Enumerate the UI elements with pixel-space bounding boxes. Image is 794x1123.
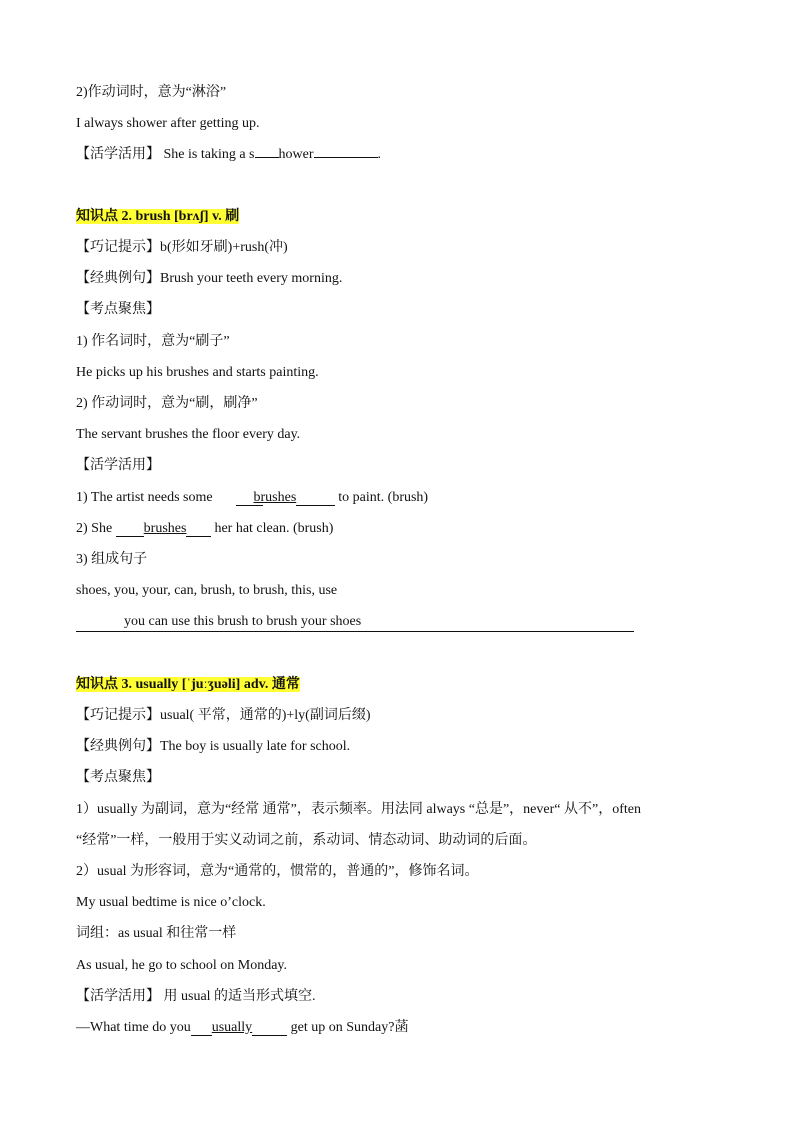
answer: usually <box>211 1020 253 1035</box>
memory-label: 【巧记提示】 <box>76 708 160 723</box>
phrase-example: As usual, he go to school on Monday. <box>76 958 288 973</box>
verb-example: The servant brushes the floor every day. <box>76 427 301 442</box>
verb-meaning: 2) 作动词时，意为“刷，刷净” <box>76 396 258 411</box>
classic-example <box>76 270 342 288</box>
memory-tip <box>76 239 288 257</box>
blank <box>314 157 378 158</box>
adjective-usage: 2）usual 为形容词，意为“通常的，惯常的，普通的”，修饰名词。 <box>76 864 479 879</box>
answer: brushes <box>253 490 297 505</box>
memory-label: 【巧记提示】 <box>76 240 160 255</box>
practice-label: 【活学活用】 <box>76 147 160 162</box>
shower-example: I always shower after getting up. <box>76 116 260 131</box>
adverb-usage-line-2: “经常”一样，一般用于实义动词之前，系动词、情态动词、助动词的后面。 <box>76 833 537 848</box>
example-text: Brush your teeth every morning. <box>160 271 343 286</box>
focus-label: 【考点聚焦】 <box>76 770 160 785</box>
answer: brushes <box>143 521 187 536</box>
example-label: 【经典例句】 <box>76 271 160 286</box>
question-3-answer-line <box>76 613 634 632</box>
memory-text: b(形如牙刷)+rush(冲) <box>160 240 288 255</box>
practice-text: She is taking a s <box>160 147 255 162</box>
memory-tip <box>76 707 371 725</box>
practice <box>76 988 316 1006</box>
example-text: The boy is usually late for school. <box>160 739 351 754</box>
question-text: 1) The artist needs some <box>76 490 217 505</box>
focus-label: 【考点聚焦】 <box>76 302 160 317</box>
example-label: 【经典例句】 <box>76 739 160 754</box>
punct: . <box>377 147 381 162</box>
question-text: 2) She <box>76 521 116 536</box>
question-text: to paint. (brush) <box>334 490 429 505</box>
practice-label: 【活学活用】 <box>76 989 160 1004</box>
classic-example <box>76 738 350 756</box>
shower-practice <box>76 146 381 164</box>
knowledge-point-label: 知识点 <box>76 677 118 692</box>
shower-verb-meaning: 2)作动词时，意为“淋浴” <box>76 85 227 100</box>
practice-question <box>76 1019 408 1037</box>
practice-text: 用 usual 的适当形式填空. <box>160 989 316 1004</box>
noun-meaning: 1) 作名词时，意为“刷子” <box>76 334 230 349</box>
answer: you can use this brush to brush your shoes <box>124 614 362 629</box>
question-1-answer <box>236 489 428 507</box>
knowledge-point-label: 知识点 <box>76 209 118 224</box>
question-text: her hat clean. (brush) <box>210 521 334 536</box>
knowledge-point-2-heading <box>76 208 239 226</box>
question-2 <box>76 520 333 538</box>
adjective-example: My usual bedtime is nice o’clock. <box>76 895 266 910</box>
phrase: 词组：as usual 和往常一样 <box>76 926 237 941</box>
blank <box>255 157 279 158</box>
knowledge-point-3-heading <box>76 676 300 694</box>
adverb-usage-line-1: 1）usually 为副词，意为“经常 通常”，表示频率。用法同 always “总是”，never“ 从不”，often <box>76 802 641 817</box>
question-text: —What time do you <box>76 1020 191 1035</box>
heading-word: 2. brush [brʌʃ] v. 刷 <box>118 209 240 224</box>
noun-example: He picks up his brushes and starts painting. <box>76 365 319 380</box>
heading-word: 3. usually [ˈjuːʒuəli] adv. 通常 <box>118 677 300 692</box>
question-text: get up on Sunday?菡 <box>287 1020 409 1035</box>
practice-label: 【活学活用】 <box>76 458 160 473</box>
memory-text: usual( 平常，通常的)+ly(副词后缀) <box>160 708 371 723</box>
question-3: 3) 组成句子 <box>76 552 148 567</box>
question-3-words: shoes, you, your, can, brush, to brush, this, use <box>76 583 338 598</box>
practice-answer: hower <box>278 147 314 162</box>
